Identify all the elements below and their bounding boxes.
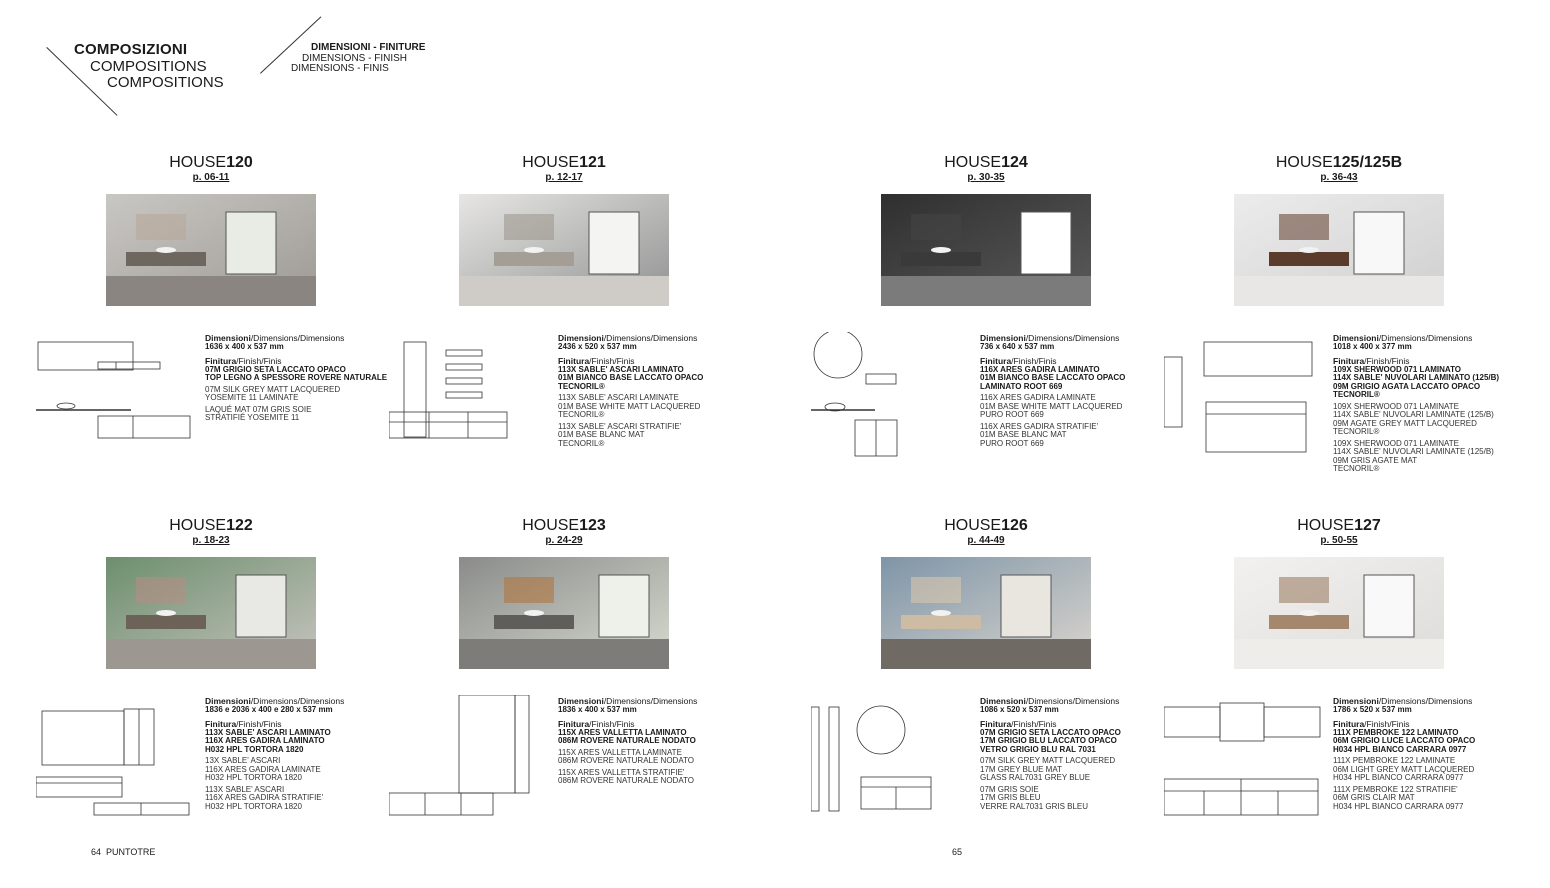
finish-en: 07M SILK GREY MATT LACQUERED YOSEMITE 11 LAMINATE — [205, 384, 341, 402]
finish-en: 13X SABLE' ASCARI 116X ARES GADIRA LAMINATE H032 HPL TORTORA 1820 — [205, 756, 321, 782]
finish-label: Finitura/Finish/Finis — [205, 719, 282, 729]
finish-label: Finitura/Finish/Finis — [1333, 356, 1410, 366]
finish-label: Finitura/Finish/Finis — [205, 356, 282, 366]
product-specs — [558, 697, 848, 786]
product-photo — [1234, 194, 1444, 306]
dimensions-label: Dimensioni/Dimensions/Dimensions — [1333, 333, 1473, 343]
dimensions-label: Dimensioni/Dimensions/Dimensions — [205, 333, 345, 343]
finish-label: Finitura/Finish/Finis — [980, 719, 1057, 729]
finish-en: 116X ARES GADIRA LAMINATE 01M BASE WHITE MATT LACQUERED PURO ROOT 669 — [980, 393, 1123, 419]
finish-fr: 109X SHERWOOD 071 LAMINATE 114X SABLE' NUVOLARI LAMINATE (125/B) 09M GRIS AGATE MAT TECNORIL® — [1333, 438, 1494, 473]
product-photo — [106, 194, 316, 306]
product-card — [1234, 517, 1550, 847]
technical-drawing — [1164, 695, 1332, 825]
product-photo — [459, 557, 669, 669]
technical-drawing — [1164, 332, 1332, 462]
compositions-title-it: COMPOSIZIONI — [74, 41, 188, 58]
finish-fr: LAQUÉ MAT 07M GRIS SOIE STRATIFIÉ YOSEMITE 11 — [205, 404, 312, 422]
product-card — [459, 517, 839, 847]
product-photo — [881, 194, 1091, 306]
technical-drawing — [36, 695, 204, 825]
technical-drawing — [811, 695, 979, 825]
compositions-title-en: COMPOSITIONS — [90, 58, 207, 75]
dimensions-value: 736 x 640 x 537 mm — [980, 341, 1055, 351]
dimensions-label: Dimensioni/Dimensions/Dimensions — [205, 696, 345, 706]
finish-fr: 113X SABLE' ASCARI 116X ARES GADIRA STRATIFIE' H032 HPL TORTORA 1820 — [205, 784, 324, 811]
product-title: HOUSE125/125B — [1275, 154, 1403, 171]
finish-fr: 116X ARES GADIRA STRATIFIE' 01M BASE BLANC MAT PURO ROOT 669 — [980, 421, 1099, 448]
finish-it: 111X PEMBROKE 122 LAMINATO 06M GRIGIO LUCE LACCATO OPACO H034 HPL BIANCO CARRARA 0977 — [1333, 727, 1476, 754]
dimensions-value: 1086 x 520 x 537 mm — [980, 704, 1059, 714]
finish-fr: 115X ARES VALLETTA STRATIFIE' 086M ROVERE NATURALE NODATO — [558, 767, 695, 785]
footer-left — [91, 847, 155, 857]
technical-drawing — [389, 695, 557, 825]
technical-drawing — [389, 332, 557, 462]
dimensions-label: Dimensioni/Dimensions/Dimensions — [980, 696, 1120, 706]
page-number-right: 65 — [952, 847, 963, 857]
page-reference-link[interactable]: p. 30-35 — [967, 172, 1005, 183]
page-reference-link[interactable]: p. 18-23 — [192, 535, 230, 546]
dimensions-label: Dimensioni/Dimensions/Dimensions — [1333, 696, 1473, 706]
page-reference-link[interactable]: p. 36-43 — [1320, 172, 1358, 183]
product-specs — [1333, 334, 1550, 474]
page-reference-link[interactable]: p. 50-55 — [1320, 535, 1358, 546]
dimensions-value: 1836 e 2036 x 400 e 280 x 537 mm — [205, 704, 333, 714]
product-title: HOUSE120 — [169, 154, 253, 171]
product-specs — [558, 334, 848, 448]
dimensions-value: 1836 x 400 x 537 mm — [558, 704, 637, 714]
dimensions-label: Dimensioni/Dimensions/Dimensions — [558, 696, 698, 706]
product-photo — [881, 557, 1091, 669]
finish-fr: 113X SABLE' ASCARI STRATIFIE' 01M BASE BLANC MAT TECNORIL® — [558, 421, 682, 448]
page-number-left: 64 — [91, 847, 102, 857]
finish-it: 115X ARES VALLETTA LAMINATO 086M ROVERE NATURALE NODATO — [558, 727, 696, 745]
product-photo — [1234, 557, 1444, 669]
product-title: HOUSE126 — [944, 517, 1028, 534]
technical-drawing — [36, 332, 204, 462]
finish-fr: 111X PEMBROKE 122 STRATIFIE' 06M GRIS CLAIR MAT H034 HPL BIANCO CARRARA 0977 — [1333, 784, 1464, 811]
dimensions-label: Dimensioni/Dimensions/Dimensions — [558, 333, 698, 343]
dimensions-label: Dimensioni/Dimensions/Dimensions — [980, 333, 1120, 343]
product-specs — [1333, 697, 1550, 811]
product-title: HOUSE123 — [522, 517, 606, 534]
dimensions-title-fr: DIMENSIONS - FINIS — [291, 63, 389, 74]
finish-en: 115X ARES VALLETTA LAMINATE 086M ROVERE NATURALE NODATO — [558, 747, 695, 765]
product-photo — [106, 557, 316, 669]
page-reference-link[interactable]: p. 44-49 — [967, 535, 1005, 546]
technical-drawing — [811, 332, 979, 462]
product-photo — [459, 194, 669, 306]
product-title: HOUSE122 — [169, 517, 253, 534]
finish-it: 07M GRIGIO SETA LACCATO OPACO 17M GRIGIO BLU LACCATO OPACO VETRO GRIGIO BLU RAL 7031 — [980, 727, 1121, 754]
page-reference-link[interactable]: p. 06-11 — [192, 172, 230, 183]
product-card — [1234, 154, 1550, 484]
finish-it: 116X ARES GADIRA LAMINATO 01M BIANCO BASE LACCATO OPACO LAMINATO ROOT 669 — [980, 364, 1126, 391]
compositions-title-fr: COMPOSITIONS — [107, 74, 224, 91]
page-reference-link[interactable]: p. 12-17 — [545, 172, 583, 183]
finish-label: Finitura/Finish/Finis — [558, 356, 635, 366]
finish-it: 07M GRIGIO SETA LACCATO OPACO TOP LEGNO A SPESSORE ROVERE NATURALE — [205, 364, 388, 382]
finish-en: 111X PEMBROKE 122 LAMINATE 06M LIGHT GREY MATT LACQUERED H034 HPL BIANCO CARRARA 0977 — [1333, 756, 1475, 782]
finish-fr: 07M GRIS SOIE 17M GRIS BLEU VERRE RAL7031 GRIS BLEU — [980, 784, 1089, 811]
finish-label: Finitura/Finish/Finis — [558, 719, 635, 729]
finish-en: 07M SILK GREY MATT LACQUERED 17M GREY BLUE MAT GLASS RAL7031 GREY BLUE — [980, 756, 1116, 782]
finish-label: Finitura/Finish/Finis — [980, 356, 1057, 366]
finish-it: 113X SABLE' ASCARI LAMINATO 116X ARES GADIRA LAMINATO H032 HPL TORTORA 1820 — [205, 727, 331, 754]
dimensions-title-en: DIMENSIONS - FINISH — [302, 53, 408, 64]
finish-en: 109X SHERWOOD 071 LAMINATE 114X SABLE' NUVOLARI LAMINATE (125/B) 09M AGATE GREY MATT LACQUERED TECNORIL® — [1333, 401, 1494, 436]
product-title: HOUSE121 — [522, 154, 606, 171]
finish-it: 109X SHERWOOD 071 LAMINATO 114X SABLE' NUVOLARI LAMINATO (125/B) 09M GRIGIO AGATA LACCATO OPACO TECNORIL® — [1333, 364, 1500, 399]
product-title: HOUSE127 — [1297, 517, 1381, 534]
dimensions-value: 1018 x 400 x 377 mm — [1333, 341, 1412, 351]
finish-en: 113X SABLE' ASCARI LAMINATE 01M BASE WHITE MATT LACQUERED TECNORIL® — [558, 393, 701, 419]
dimensions-value: 2436 x 520 x 537 mm — [558, 341, 637, 351]
dimensions-title-it: DIMENSIONI - FINITURE — [311, 42, 426, 53]
product-title: HOUSE124 — [944, 154, 1028, 171]
brand-name: PUNTOTRE — [106, 847, 156, 857]
product-card — [459, 154, 839, 484]
finish-label: Finitura/Finish/Finis — [1333, 719, 1410, 729]
dimensions-value: 1636 x 400 x 537 mm — [205, 341, 284, 351]
finish-it: 113X SABLE' ASCARI LAMINATO 01M BIANCO BASE LACCATO OPACO TECNORIL® — [558, 364, 704, 391]
page-reference-link[interactable]: p. 24-29 — [545, 535, 583, 546]
dimensions-value: 1786 x 520 x 537 mm — [1333, 704, 1412, 714]
